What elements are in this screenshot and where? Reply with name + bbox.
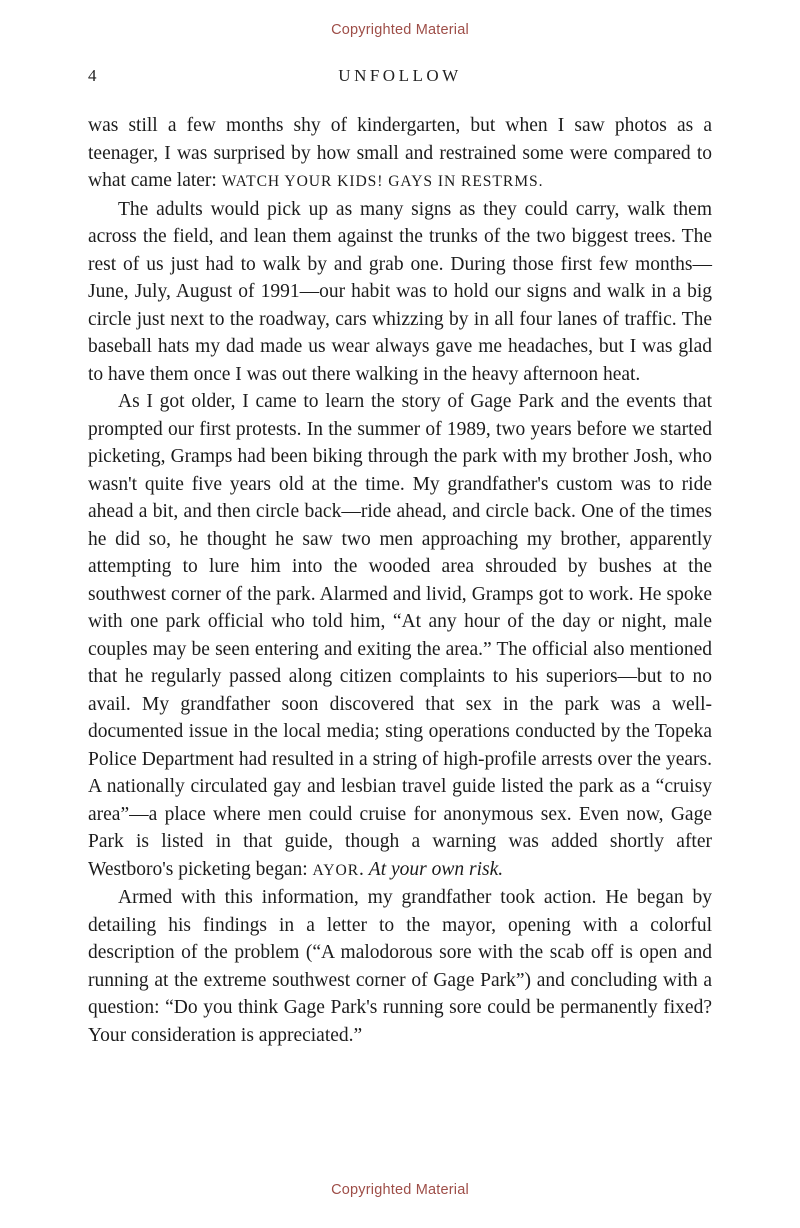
copyright-notice-bottom: Copyrighted Material [331,1182,469,1198]
text-segment-normal: was still a few months shy of kindergarten, but when I saw photos as a teenager, I was surprised by how small and restrained some were compared to what came later: [88,115,712,191]
paragraph [88,112,712,196]
page-number: 4 [88,66,97,85]
text-segment-normal: . [359,858,369,880]
body-text [88,112,712,1049]
running-header-title: UNFOLLOW [338,66,462,85]
text-segment-normal: As I got older, I came to learn the story of Gage Park and the events that prompted our first protests. In the summer of 1989, two years before we started picketing, Gramps had been biking through the park with my brother Josh, who wasn't quite five years old at the time. My grandfather's custom was to ride ahead a bit, and then circle back—ride ahead, and circle back. One of the times he did so, he thought he saw two men approaching my brother, apparently attempting to lure him into the wooded area shrouded by bushes at the southwest corner of the park. Alarmed and livid, Gramps got to work. He spoke with one park official who told him, “At any hour of the day or night, male couples may be seen entering and exiting the area.” The official also mentioned that he regularly passed along citizen complaints to his superiors—but to no avail. My grandfather soon discovered that sex in the park was a well-documented issue in the local media; sting operations conducted by the Topeka Police Department had resulted in a string of high-profile arrests over the years. A nationally circulated gay and lesbian travel guide listed the park as a “cruisy area”—a place where men could cruise for anonymous sex. Even now, Gage Park is listed in that guide, though a warning was added shortly after Westboro's picketing began: [88,391,712,880]
text-segment-italic: At your own risk. [368,858,504,880]
paragraph [88,388,712,884]
copyright-notice-top: Copyrighted Material [331,22,469,38]
text-segment-smallcaps: AYOR [312,861,360,879]
text-segment-normal: Armed with this information, my grandfather took action. He began by detailing his findings in a letter to the mayor, opening with a colorful description of the problem (“A malodorous sore with the scab off is open and running at the extreme southwest corner of Gage Park”) and concluding with a question: “Do you think Gage Park's running sore could be permanently fixed? Your consideration is appreciated.” [88,887,712,1046]
text-segment-smallcaps: WATCH YOUR KIDS! GAYS IN RESTRMS. [221,173,544,190]
running-header [88,66,712,90]
paragraph [88,884,712,1049]
text-segment-normal: The adults would pick up as many signs as they could carry, walk them across the field, and lean them against the trunks of the two biggest trees. The rest of us just had to walk by and grab one. During those first few months—June, July, August of 1991—our habit was to hold our signs and walk in a big circle just next to the roadway, cars whizzing by in all four lanes of traffic. The baseball hats my dad made us wear always gave me headaches, but I was glad to have them once I was out there walking in the heavy afternoon heat. [88,198,712,385]
paragraph [88,196,712,389]
